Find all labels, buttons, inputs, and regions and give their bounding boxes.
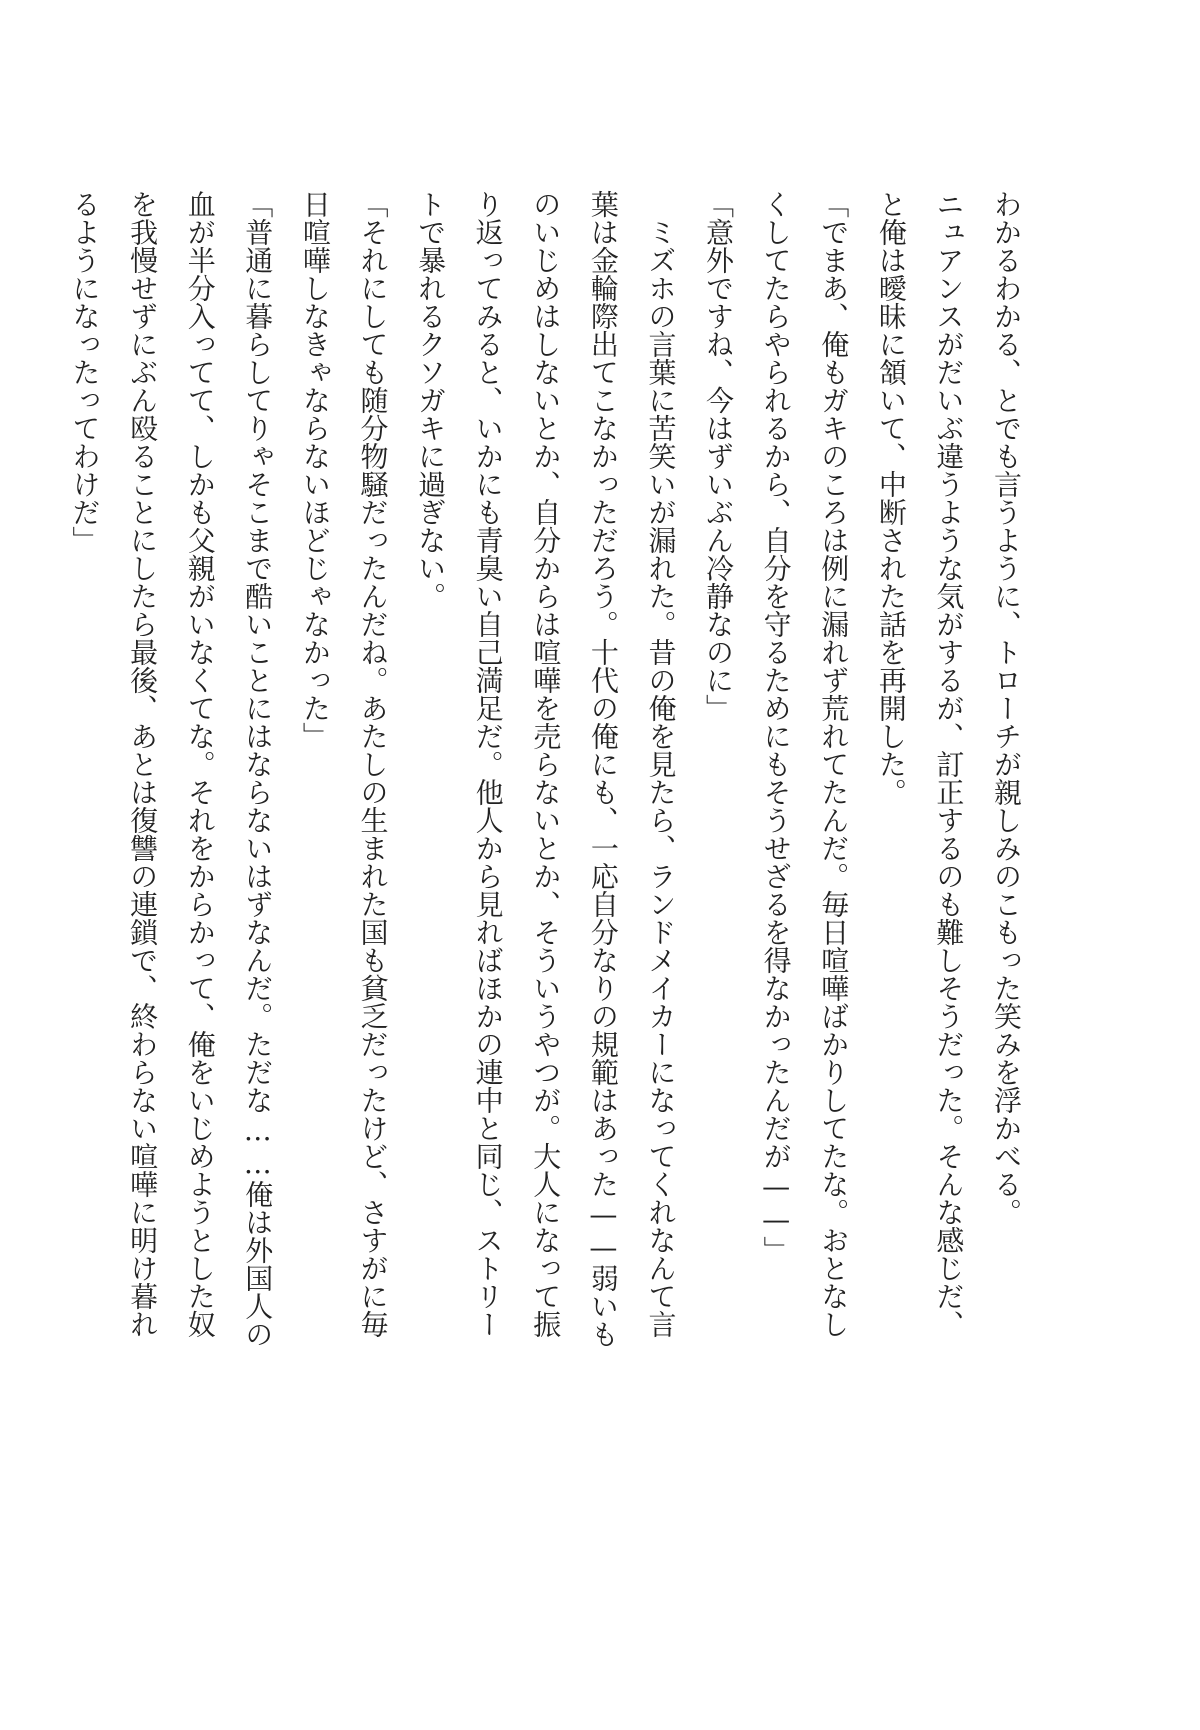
text-line: 「でまあ、俺もガキのころは例に漏れず荒れてたんだ。毎日喧嘩ばかりしてたな。おとなし xyxy=(817,190,851,1338)
text-line: のいじめはしないとか、自分からは喧嘩を売らないとか、そういうやつが。大人になって振 xyxy=(529,190,563,1338)
text-line: るようになったってわけだ」 xyxy=(68,190,102,554)
text-line: トで暴れるクソガキに過ぎない。 xyxy=(414,190,448,610)
text-line: 「意外ですね、今はずいぶん冷静なのに」 xyxy=(702,190,736,722)
text-line: と俺は曖昧に頷いて、中断された話を再開した。 xyxy=(874,190,908,806)
vertical-text-body xyxy=(56,190,1035,1430)
text-line: 「普通に暮らしてりゃそこまで酷いことにはならないはずなんだ。ただな……俺は外国人の xyxy=(241,190,275,1348)
text-line: ニュアンスがだいぶ違うような気がするが、訂正するのも難しそうだった。そんな感じだ、 xyxy=(932,190,966,1338)
text-line: 「それにしても随分物騒だったんだね。あたしの生まれた国も貧乏だったけど、さすがに毎 xyxy=(356,190,390,1338)
text-line: くしてたらやられるから、自分を守るためにもそうせざるを得なかったんだが——」 xyxy=(759,190,793,1264)
text-line: ミズホの言葉に苦笑いが漏れた。昔の俺を見たら、ランドメイカーになってくれなんて言 xyxy=(644,190,678,1338)
text-line: 葉は金輪際出てこなかっただろう。十代の俺にも、一応自分なりの規範はあった——弱いも xyxy=(586,190,620,1348)
text-line: わかるわかる、とでも言うように、トローチが親しみのこもった笑みを浮かべる。 xyxy=(990,190,1023,1226)
text-line: り返ってみると、いかにも青臭い自己満足だ。他人から見ればほかの連中と同じ、ストリー xyxy=(471,190,505,1338)
text-line: 血が半分入ってて、しかも父親がいなくてな。それをからかって、俺をいじめようとした奴 xyxy=(183,190,217,1338)
text-line: を我慢せずにぶん殴ることにしたら最後、あとは復讐の連鎖で、終わらない喧嘩に明け暮れ xyxy=(126,190,160,1338)
text-line: 日喧嘩しなきゃならないほどじゃなかった」 xyxy=(298,190,332,750)
